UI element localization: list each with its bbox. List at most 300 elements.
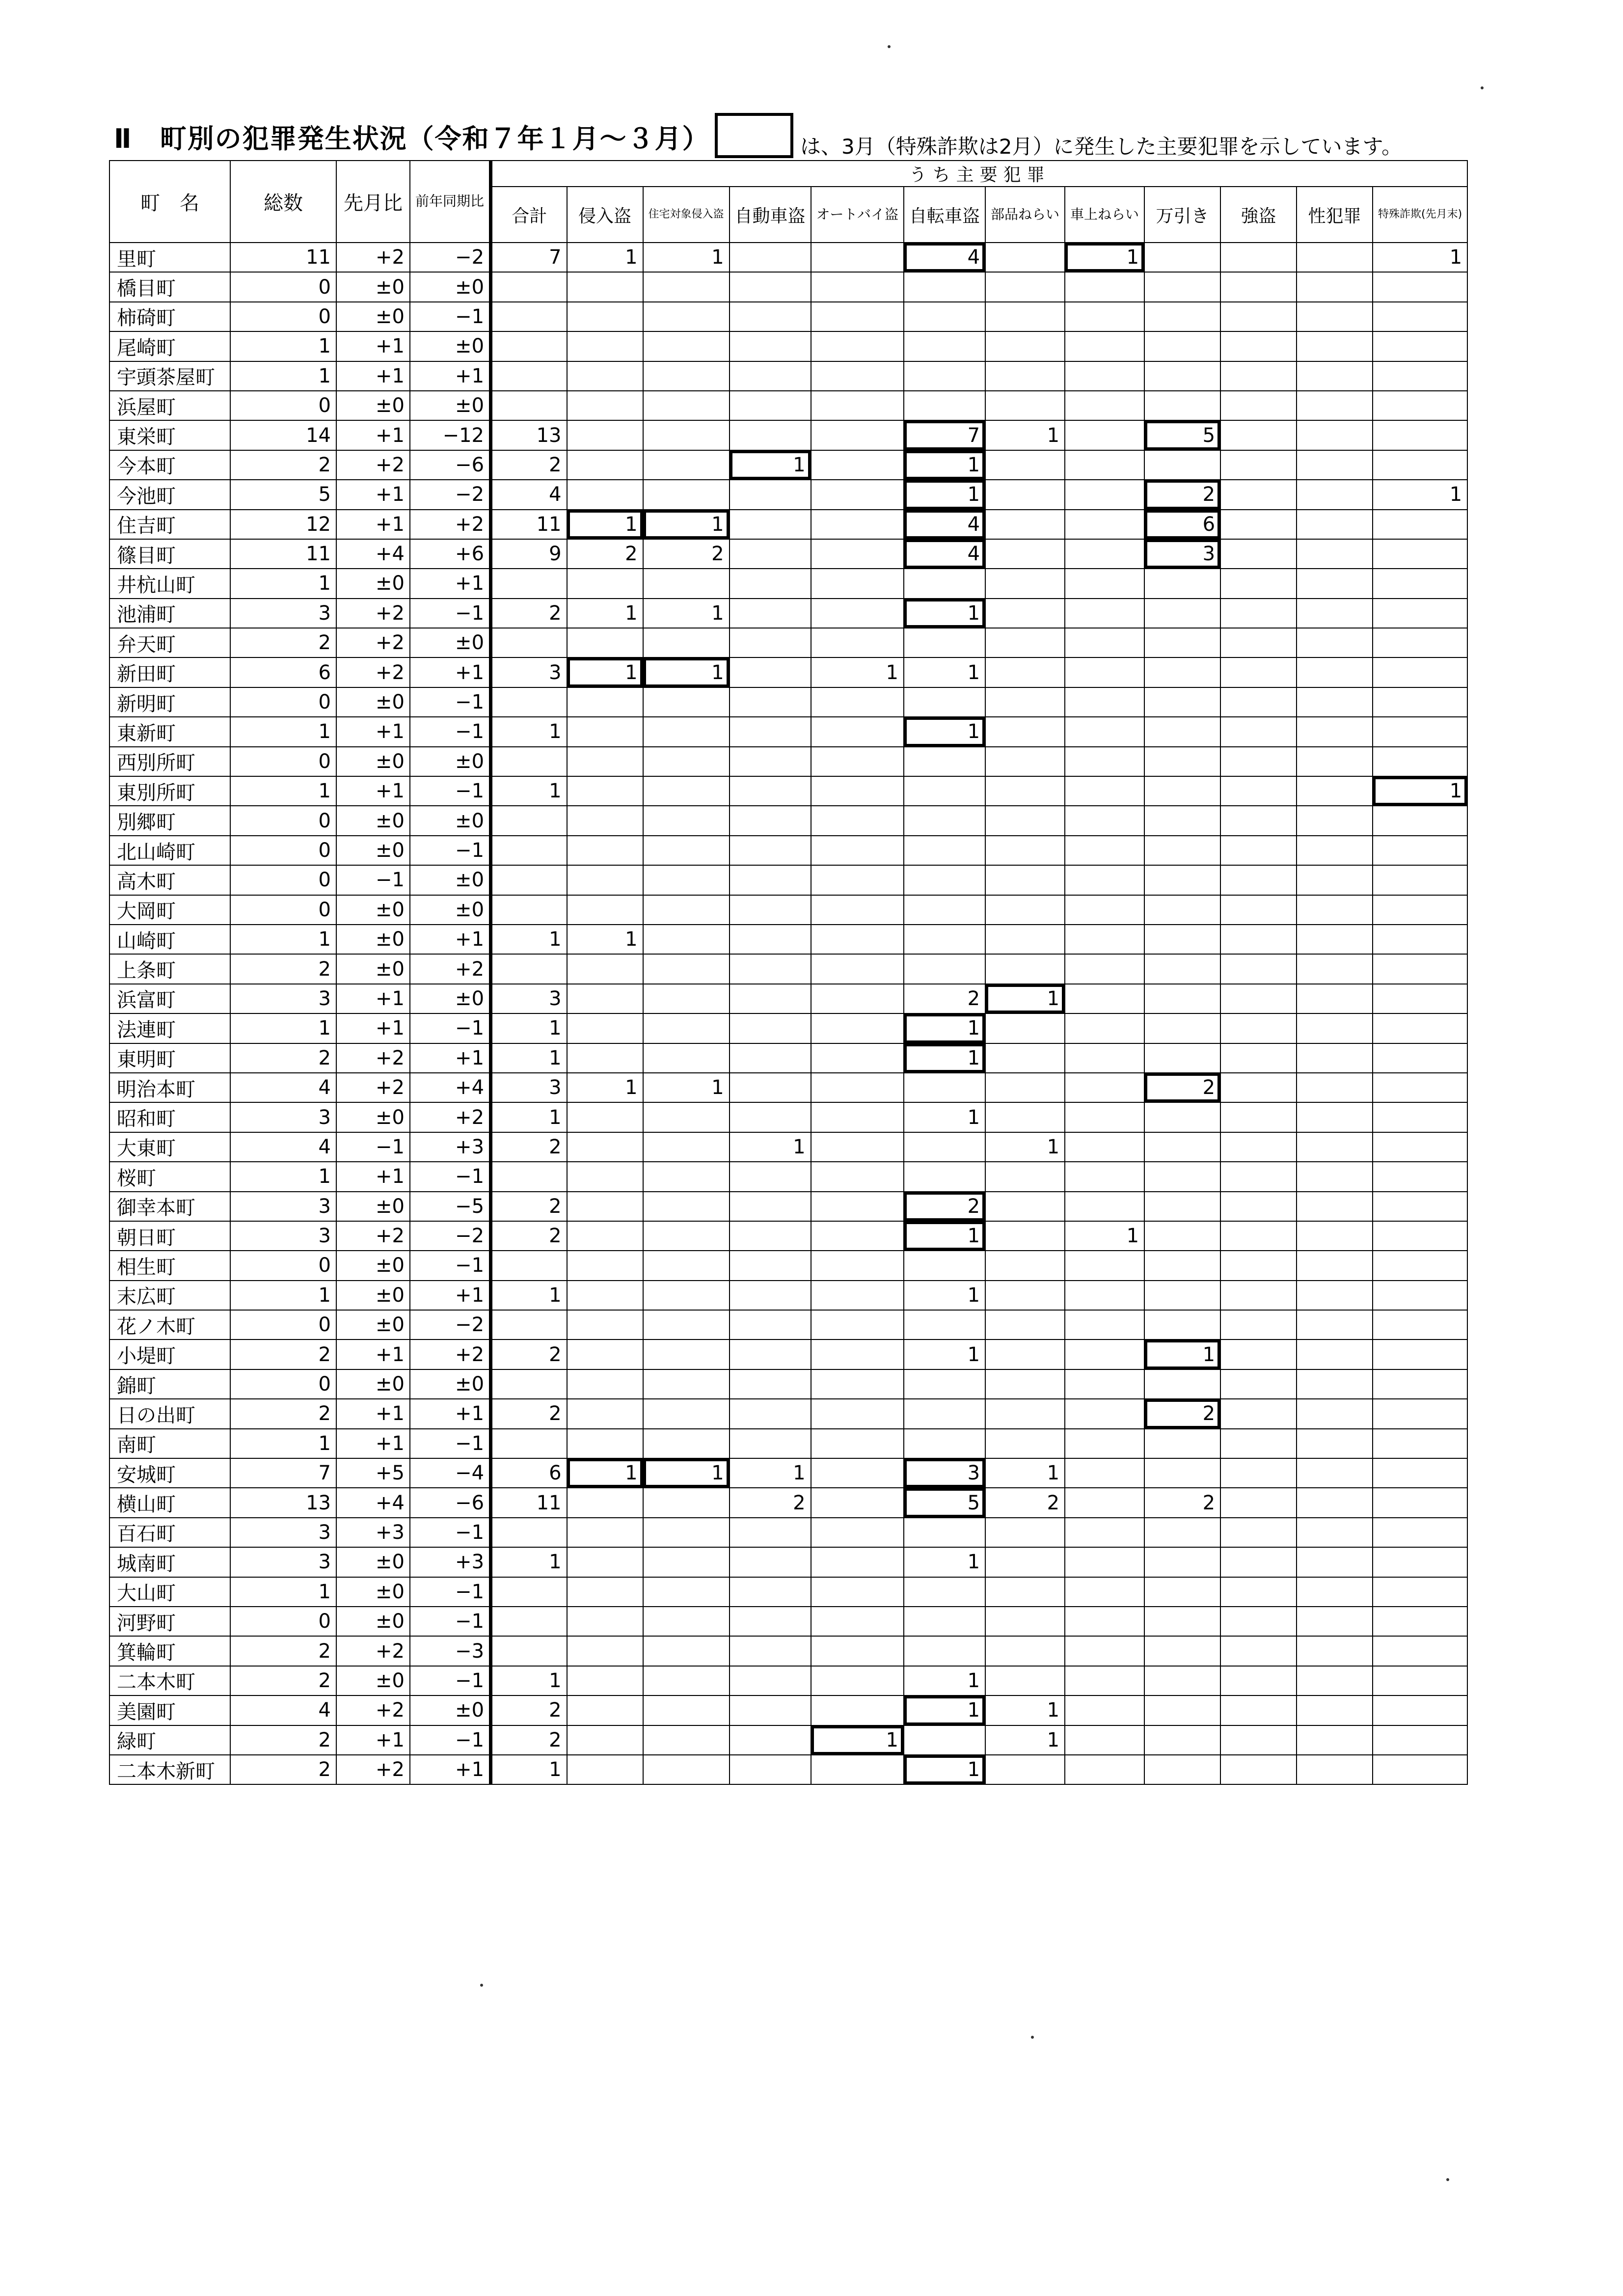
cell-parts-theft: [985, 1281, 1065, 1310]
cell-shoplifting: [1144, 1429, 1220, 1458]
total-count: 1: [230, 361, 336, 391]
table-row: [109, 1577, 1467, 1607]
total-count: 1: [230, 1013, 336, 1043]
prev-year-diff: +2: [410, 510, 491, 539]
cell-sum: [491, 272, 567, 301]
cell-burglary: [567, 954, 643, 984]
cell-robbery: [1220, 687, 1297, 717]
cell-sum: [491, 1577, 567, 1607]
cell-motorbike-theft: [811, 836, 904, 865]
prev-month-diff: +1: [336, 420, 410, 450]
cell-special-fraud: [1373, 717, 1467, 746]
town-name: 南町: [109, 1429, 230, 1458]
total-count: 2: [230, 1339, 336, 1369]
cell-parts-theft: [985, 776, 1065, 806]
town-name: 法連町: [109, 1013, 230, 1043]
cell-sum: 1: [491, 717, 567, 746]
cell-robbery: [1220, 1458, 1297, 1488]
cell-car-theft: [730, 1221, 811, 1251]
prev-month-diff: ±0: [336, 302, 410, 331]
town-name: 箕輪町: [109, 1636, 230, 1666]
cell-car-breakin: [1065, 539, 1144, 569]
cell-parts-theft: [985, 569, 1065, 598]
cell-bicycle-theft: [904, 1607, 985, 1636]
total-count: 2: [230, 1043, 336, 1073]
table-row: [109, 1102, 1467, 1132]
cell-bicycle-theft: [904, 1725, 985, 1755]
cell-home-burglary: [643, 1221, 730, 1251]
cell-sum: 1: [491, 1666, 567, 1695]
cell-sex-crime: [1297, 1221, 1373, 1251]
cell-car-theft: [730, 420, 811, 450]
cell-motorbike-theft: [811, 1458, 904, 1488]
cell-sum: 11: [491, 1488, 567, 1517]
cell-parts-theft: [985, 1162, 1065, 1191]
cell-car-breakin: [1065, 1636, 1144, 1666]
prev-month-diff: +2: [336, 1073, 410, 1102]
cell-car-theft: [730, 836, 811, 865]
town-name: 末広町: [109, 1281, 230, 1310]
prev-year-diff: +1: [410, 657, 491, 687]
cell-home-burglary: [643, 1399, 730, 1428]
cell-motorbike-theft: [811, 1607, 904, 1636]
cell-shoplifting: [1144, 628, 1220, 657]
cell-burglary: [567, 1162, 643, 1191]
prev-year-diff: ±0: [410, 1695, 491, 1725]
cell-sex-crime: [1297, 1666, 1373, 1695]
table-row: [109, 1073, 1467, 1102]
cell-shoplifting: [1144, 361, 1220, 391]
cell-sum: 3: [491, 657, 567, 687]
table-row: [109, 1518, 1467, 1547]
town-name: 東別所町: [109, 776, 230, 806]
prev-year-diff: +1: [410, 1281, 491, 1310]
cell-sex-crime: [1297, 569, 1373, 598]
cell-motorbike-theft: [811, 1577, 904, 1607]
cell-car-theft: [730, 1636, 811, 1666]
cell-motorbike-theft: [811, 747, 904, 776]
cell-special-fraud: 1: [1373, 243, 1467, 272]
prev-month-diff: +2: [336, 243, 410, 272]
table-row: [109, 628, 1467, 657]
cell-special-fraud: [1373, 1339, 1467, 1369]
cell-shoplifting: [1144, 717, 1220, 746]
cell-special-fraud: [1373, 954, 1467, 984]
cell-bicycle-theft: 5: [904, 1488, 985, 1517]
cell-shoplifting: [1144, 865, 1220, 895]
cell-parts-theft: [985, 657, 1065, 687]
cell-sex-crime: [1297, 1102, 1373, 1132]
prev-year-diff: −1: [410, 1518, 491, 1547]
cell-shoplifting: [1144, 954, 1220, 984]
cell-home-burglary: [643, 1607, 730, 1636]
cell-special-fraud: [1373, 1043, 1467, 1073]
cell-shoplifting: [1144, 1725, 1220, 1755]
cell-sex-crime: [1297, 1162, 1373, 1191]
cell-sex-crime: [1297, 657, 1373, 687]
cell-burglary: [567, 1102, 643, 1132]
cell-motorbike-theft: 1: [811, 657, 904, 687]
prev-year-diff: ±0: [410, 984, 491, 1013]
cell-burglary: 1: [567, 925, 643, 954]
cell-burglary: [567, 391, 643, 420]
cell-bicycle-theft: [904, 1132, 985, 1162]
cell-burglary: [567, 1429, 643, 1458]
cell-robbery: [1220, 1547, 1297, 1577]
cell-special-fraud: 1: [1373, 480, 1467, 509]
cell-home-burglary: [643, 450, 730, 480]
cell-special-fraud: [1373, 1399, 1467, 1428]
prev-month-diff: −1: [336, 865, 410, 895]
legend-box: [715, 113, 793, 158]
cell-car-theft: [730, 1043, 811, 1073]
prev-year-diff: −6: [410, 1488, 491, 1517]
cell-robbery: [1220, 243, 1297, 272]
town-name: 美園町: [109, 1695, 230, 1725]
total-count: 3: [230, 1547, 336, 1577]
cell-robbery: [1220, 1013, 1297, 1043]
cell-burglary: [567, 1695, 643, 1725]
prev-month-diff: +1: [336, 1399, 410, 1428]
prev-month-diff: +1: [336, 480, 410, 509]
cell-motorbike-theft: [811, 1636, 904, 1666]
prev-year-diff: +1: [410, 361, 491, 391]
cell-special-fraud: [1373, 510, 1467, 539]
cell-car-breakin: [1065, 1339, 1144, 1369]
cell-sex-crime: [1297, 450, 1373, 480]
total-count: 0: [230, 836, 336, 865]
cell-bicycle-theft: [904, 776, 985, 806]
cell-car-theft: [730, 1725, 811, 1755]
cell-bicycle-theft: [904, 628, 985, 657]
prev-month-diff: +2: [336, 657, 410, 687]
cell-shoplifting: 2: [1144, 1073, 1220, 1102]
prev-year-diff: +3: [410, 1547, 491, 1577]
total-count: 0: [230, 1369, 336, 1399]
cell-car-theft: [730, 1666, 811, 1695]
cell-bicycle-theft: 2: [904, 984, 985, 1013]
cell-sum: [491, 1429, 567, 1458]
cell-sex-crime: [1297, 420, 1373, 450]
town-name: 大東町: [109, 1132, 230, 1162]
cell-burglary: 1: [567, 243, 643, 272]
cell-shoplifting: [1144, 747, 1220, 776]
table-row: [109, 272, 1467, 301]
cell-car-breakin: [1065, 747, 1144, 776]
cell-car-breakin: [1065, 1310, 1144, 1339]
cell-shoplifting: [1144, 599, 1220, 628]
table-row: [109, 687, 1467, 717]
cell-shoplifting: [1144, 1192, 1220, 1221]
table-row: [109, 1725, 1467, 1755]
cell-car-breakin: [1065, 331, 1144, 361]
total-count: 2: [230, 450, 336, 480]
total-count: 0: [230, 272, 336, 301]
town-name: 日の出町: [109, 1399, 230, 1428]
cell-car-breakin: [1065, 1251, 1144, 1280]
cell-car-theft: 1: [730, 450, 811, 480]
cell-shoplifting: [1144, 1458, 1220, 1488]
cell-sum: [491, 747, 567, 776]
prev-year-diff: ±0: [410, 272, 491, 301]
cell-sex-crime: [1297, 1369, 1373, 1399]
cell-bicycle-theft: 1: [904, 1339, 985, 1369]
cell-shoplifting: [1144, 1013, 1220, 1043]
cell-parts-theft: [985, 1399, 1065, 1428]
cell-car-breakin: [1065, 1013, 1144, 1043]
cell-shoplifting: 6: [1144, 510, 1220, 539]
table-row: [109, 1547, 1467, 1577]
cell-car-theft: [730, 1695, 811, 1725]
cell-car-breakin: [1065, 1695, 1144, 1725]
cell-burglary: 1: [567, 657, 643, 687]
cell-sum: 6: [491, 1458, 567, 1488]
table-row: [109, 747, 1467, 776]
cell-home-burglary: 1: [643, 657, 730, 687]
cell-parts-theft: [985, 1429, 1065, 1458]
cell-parts-theft: [985, 1013, 1065, 1043]
table-row: [109, 599, 1467, 628]
cell-home-burglary: [643, 687, 730, 717]
cell-home-burglary: [643, 925, 730, 954]
cell-special-fraud: [1373, 1666, 1467, 1695]
cell-parts-theft: [985, 1221, 1065, 1251]
cell-special-fraud: [1373, 539, 1467, 569]
cell-bicycle-theft: [904, 806, 985, 835]
cell-parts-theft: [985, 243, 1065, 272]
cell-robbery: [1220, 599, 1297, 628]
cell-parts-theft: 1: [985, 1458, 1065, 1488]
cell-sex-crime: [1297, 776, 1373, 806]
cell-car-breakin: [1065, 1132, 1144, 1162]
cell-parts-theft: 1: [985, 1132, 1065, 1162]
cell-robbery: [1220, 302, 1297, 331]
cell-car-breakin: [1065, 1399, 1144, 1428]
cell-shoplifting: [1144, 806, 1220, 835]
town-name: 今池町: [109, 480, 230, 509]
cell-car-theft: [730, 1192, 811, 1221]
cell-burglary: [567, 747, 643, 776]
cell-shoplifting: [1144, 895, 1220, 925]
cell-car-theft: [730, 925, 811, 954]
prev-year-diff: −4: [410, 1458, 491, 1488]
cell-sex-crime: [1297, 1725, 1373, 1755]
cell-bicycle-theft: [904, 895, 985, 925]
cell-parts-theft: 1: [985, 1695, 1065, 1725]
scan-speck: [1481, 86, 1484, 89]
cell-motorbike-theft: [811, 1429, 904, 1458]
cell-car-breakin: [1065, 1102, 1144, 1132]
cell-special-fraud: [1373, 1695, 1467, 1725]
cell-robbery: [1220, 1666, 1297, 1695]
table-row: [109, 1132, 1467, 1162]
cell-car-breakin: 1: [1065, 1221, 1144, 1251]
prev-month-diff: ±0: [336, 925, 410, 954]
cell-car-theft: [730, 1518, 811, 1547]
cell-robbery: [1220, 954, 1297, 984]
town-name: 相生町: [109, 1251, 230, 1280]
cell-motorbike-theft: [811, 450, 904, 480]
cell-special-fraud: [1373, 391, 1467, 420]
town-name: 小堤町: [109, 1339, 230, 1369]
prev-month-diff: +3: [336, 1518, 410, 1547]
cell-burglary: [567, 1221, 643, 1251]
prev-year-diff: −5: [410, 1192, 491, 1221]
cell-shoplifting: [1144, 1132, 1220, 1162]
cell-parts-theft: [985, 1192, 1065, 1221]
cell-home-burglary: [643, 895, 730, 925]
table-row: [109, 776, 1467, 806]
cell-parts-theft: [985, 272, 1065, 301]
town-name: 二本木町: [109, 1666, 230, 1695]
cell-burglary: [567, 1488, 643, 1517]
cell-bicycle-theft: [904, 1636, 985, 1666]
prev-month-diff: +1: [336, 361, 410, 391]
cell-bicycle-theft: 1: [904, 1547, 985, 1577]
cell-motorbike-theft: [811, 1518, 904, 1547]
cell-sex-crime: [1297, 1192, 1373, 1221]
cell-robbery: [1220, 865, 1297, 895]
cell-car-theft: 1: [730, 1458, 811, 1488]
cell-home-burglary: [643, 1013, 730, 1043]
cell-shoplifting: 2: [1144, 1399, 1220, 1428]
cell-motorbike-theft: 1: [811, 1725, 904, 1755]
prev-year-diff: −1: [410, 717, 491, 746]
cell-parts-theft: [985, 1043, 1065, 1073]
cell-parts-theft: [985, 1073, 1065, 1102]
cell-home-burglary: 1: [643, 1458, 730, 1488]
cell-motorbike-theft: [811, 391, 904, 420]
cell-robbery: [1220, 1488, 1297, 1517]
cell-burglary: [567, 1725, 643, 1755]
prev-year-diff: +6: [410, 539, 491, 569]
cell-sum: 2: [491, 1221, 567, 1251]
cell-motorbike-theft: [811, 1192, 904, 1221]
header-robbery: 強盗: [1220, 187, 1297, 243]
cell-home-burglary: [643, 717, 730, 746]
cell-car-theft: [730, 1310, 811, 1339]
cell-motorbike-theft: [811, 1162, 904, 1191]
prev-year-diff: −1: [410, 302, 491, 331]
cell-parts-theft: [985, 331, 1065, 361]
cell-sum: [491, 1636, 567, 1666]
header-special-fraud: 特殊詐欺(先月末): [1373, 187, 1467, 243]
cell-home-burglary: [643, 806, 730, 835]
cell-burglary: [567, 1399, 643, 1428]
prev-month-diff: ±0: [336, 1607, 410, 1636]
cell-robbery: [1220, 984, 1297, 1013]
cell-burglary: [567, 717, 643, 746]
prev-year-diff: +2: [410, 1102, 491, 1132]
cell-motorbike-theft: [811, 243, 904, 272]
cell-home-burglary: [643, 865, 730, 895]
cell-bicycle-theft: [904, 1251, 985, 1280]
table-row: [109, 1281, 1467, 1310]
cell-motorbike-theft: [811, 1547, 904, 1577]
cell-sum: 2: [491, 599, 567, 628]
prev-year-diff: −2: [410, 1310, 491, 1339]
cell-car-breakin: [1065, 717, 1144, 746]
cell-home-burglary: 2: [643, 539, 730, 569]
cell-robbery: [1220, 925, 1297, 954]
cell-parts-theft: [985, 1547, 1065, 1577]
cell-burglary: 1: [567, 1073, 643, 1102]
table-row: [109, 1666, 1467, 1695]
cell-burglary: [567, 1013, 643, 1043]
town-name: 桜町: [109, 1162, 230, 1191]
cell-burglary: [567, 984, 643, 1013]
table-row: [109, 302, 1467, 331]
table-row: [109, 510, 1467, 539]
cell-shoplifting: [1144, 925, 1220, 954]
prev-year-diff: −6: [410, 450, 491, 480]
cell-sum: 2: [491, 450, 567, 480]
prev-year-diff: −1: [410, 1725, 491, 1755]
header-prev-year: 前年同期比: [410, 161, 491, 243]
prev-month-diff: +2: [336, 599, 410, 628]
total-count: 3: [230, 1102, 336, 1132]
cell-home-burglary: [643, 1339, 730, 1369]
cell-car-theft: [730, 895, 811, 925]
prev-month-diff: ±0: [336, 1281, 410, 1310]
cell-sex-crime: [1297, 272, 1373, 301]
cell-sum: 2: [491, 1695, 567, 1725]
cell-sex-crime: [1297, 1518, 1373, 1547]
cell-parts-theft: [985, 1102, 1065, 1132]
cell-motorbike-theft: [811, 272, 904, 301]
prev-month-diff: ±0: [336, 391, 410, 420]
town-name: 西別所町: [109, 747, 230, 776]
cell-shoplifting: [1144, 272, 1220, 301]
cell-parts-theft: [985, 806, 1065, 835]
cell-special-fraud: [1373, 806, 1467, 835]
cell-home-burglary: [643, 1666, 730, 1695]
cell-bicycle-theft: 4: [904, 243, 985, 272]
cell-car-theft: [730, 865, 811, 895]
cell-sum: [491, 687, 567, 717]
cell-sex-crime: [1297, 1636, 1373, 1666]
cell-robbery: [1220, 420, 1297, 450]
cell-motorbike-theft: [811, 1132, 904, 1162]
total-count: 1: [230, 569, 336, 598]
cell-sex-crime: [1297, 747, 1373, 776]
cell-robbery: [1220, 1725, 1297, 1755]
cell-robbery: [1220, 569, 1297, 598]
town-name: 里町: [109, 243, 230, 272]
cell-motorbike-theft: [811, 1695, 904, 1725]
cell-motorbike-theft: [811, 420, 904, 450]
cell-robbery: [1220, 391, 1297, 420]
cell-shoplifting: 5: [1144, 420, 1220, 450]
cell-car-theft: [730, 1251, 811, 1280]
cell-parts-theft: [985, 1518, 1065, 1547]
total-count: 4: [230, 1695, 336, 1725]
cell-burglary: [567, 1251, 643, 1280]
cell-car-theft: [730, 243, 811, 272]
cell-car-theft: [730, 539, 811, 569]
prev-month-diff: ±0: [336, 569, 410, 598]
cell-car-theft: [730, 599, 811, 628]
total-count: 3: [230, 1221, 336, 1251]
prev-year-diff: +1: [410, 925, 491, 954]
cell-sex-crime: [1297, 510, 1373, 539]
table-row: [109, 539, 1467, 569]
prev-year-diff: −1: [410, 1607, 491, 1636]
cell-burglary: [567, 272, 643, 301]
cell-car-theft: [730, 391, 811, 420]
cell-home-burglary: [643, 361, 730, 391]
cell-motorbike-theft: [811, 954, 904, 984]
